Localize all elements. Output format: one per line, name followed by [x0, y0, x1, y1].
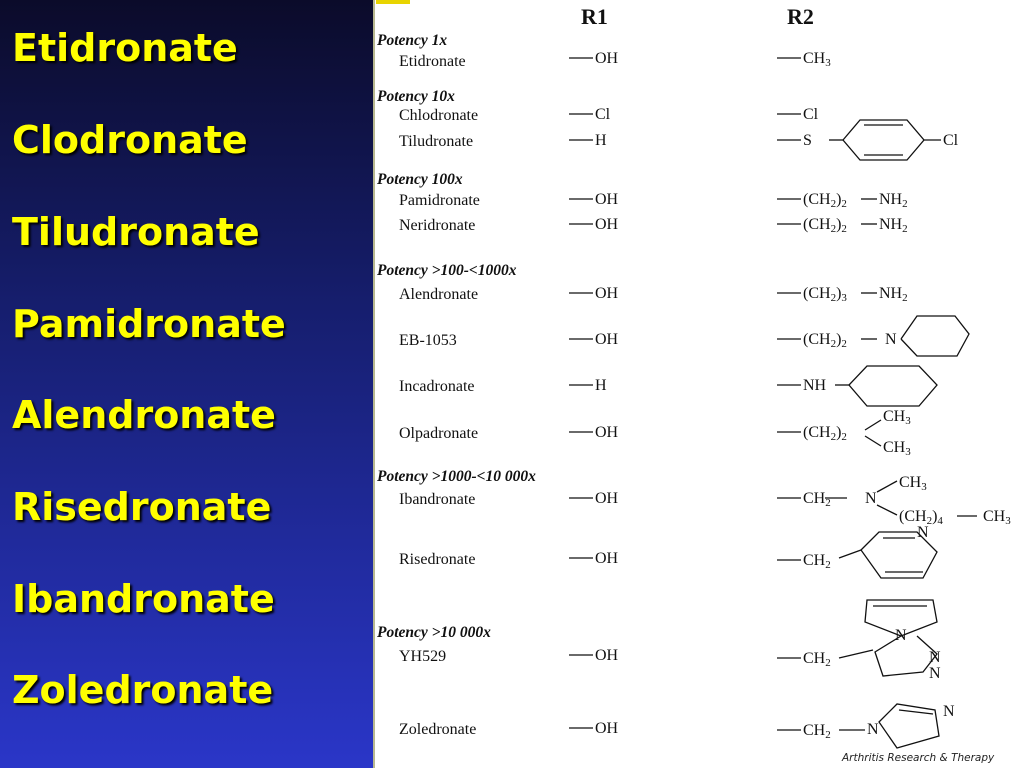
incadronate-ring — [835, 366, 937, 406]
r1-group: H — [595, 132, 607, 149]
header-r1: R1 — [581, 4, 608, 29]
subscript: 2 — [902, 292, 908, 304]
zoledronate-imidazole-ring — [839, 704, 939, 748]
r1-group: OH — [595, 50, 619, 67]
subscript: 2 — [825, 729, 831, 741]
compound-name: Incadronate — [399, 378, 475, 395]
r2-group-olpadronate-ch3-bottom: $CH_3$ — [883, 439, 911, 458]
subscript: 2 — [841, 338, 847, 350]
subscript: 2 — [902, 198, 908, 210]
r1-group: OH — [595, 647, 619, 664]
potency-label: Potency 100x — [377, 171, 463, 188]
olpadronate-branch — [865, 420, 881, 446]
compound-name: Tiludronate — [399, 133, 474, 150]
r2-group-olpadronate: $(CH_2)_2$ — [803, 424, 847, 443]
r2-group-yh529-n3: N — [929, 665, 941, 682]
subscript: 2 — [926, 515, 933, 527]
r2-group-alendronate: $(CH_2)_3$ — [803, 285, 847, 304]
r2-group-ibandronate-chain: $(CH_2)_4$ — [899, 508, 943, 527]
subscript: 3 — [921, 481, 927, 493]
r1-group: H — [595, 377, 607, 394]
r2-group-eb1053-n: N — [885, 331, 897, 348]
r1-bonds — [569, 58, 593, 728]
potency-label: Potency >10 000x — [377, 624, 491, 641]
r2-group-incadronate: NH — [803, 377, 827, 394]
subscript: 4 — [937, 515, 943, 527]
drug-label-etidronate: Etidronate — [12, 26, 238, 70]
r2-group-ibandronate-ch3: $CH_3$ — [899, 474, 927, 493]
subscript: 3 — [905, 446, 911, 458]
subscript: 2 — [830, 292, 837, 304]
compound-name: Zoledronate — [399, 721, 477, 738]
r2-group-risedronate-n: N — [917, 524, 929, 541]
r2-group-yh529-n1: N — [895, 627, 907, 644]
r2-group-alendronate-amine: $NH_2$ — [879, 285, 908, 304]
compound-name: Etidronate — [399, 53, 466, 70]
r2-group-zoledronate-n1: N — [867, 721, 879, 738]
subscript: 2 — [825, 559, 831, 571]
subscript: 2 — [830, 223, 837, 235]
subscript: 3 — [841, 292, 847, 304]
drug-label-alendronate: Alendronate — [12, 393, 276, 437]
r2-bonds — [777, 58, 801, 730]
subscript: 2 — [841, 223, 847, 235]
subscript: 2 — [830, 338, 837, 350]
r1-group: OH — [595, 550, 619, 567]
subscript: 2 — [830, 198, 837, 210]
r2-group-risedronate: $CH_2$ — [803, 552, 831, 571]
r2-group-olpadronate-ch3-top: $CH_3$ — [883, 408, 911, 427]
potency-label: Potency 1x — [377, 32, 448, 49]
drug-label-clodronate: Clodronate — [12, 118, 248, 162]
r2-group-ibandronate-ch3-end: $CH_3$ — [983, 508, 1011, 527]
r2-group-etidronate: $CH_3$ — [803, 50, 831, 69]
r1-group: OH — [595, 285, 619, 302]
r2-group-neridronate: $(CH_2)_2$ — [803, 216, 847, 235]
potency-label: Potency >1000-<10 000x — [377, 468, 536, 485]
subscript: 2 — [841, 431, 847, 443]
r2-group-yh529-n2: N — [929, 649, 941, 666]
subscript: 2 — [825, 657, 831, 669]
r1-group: OH — [595, 720, 619, 737]
compound-name: Chlodronate — [399, 107, 479, 124]
compound-name: Neridronate — [399, 217, 476, 234]
r2-group-tiludronate-s: S — [803, 132, 812, 149]
r2-group-neridronate-amine: $NH_2$ — [879, 216, 908, 235]
subscript: 2 — [825, 497, 831, 509]
r2-group-pamidronate-amine: $NH_2$ — [879, 191, 908, 210]
tiludronate-phenyl-ring — [829, 120, 941, 160]
left-panel — [0, 0, 375, 768]
r1-group: OH — [595, 331, 619, 348]
r1-group: Cl — [595, 106, 611, 123]
subscript: 2 — [830, 431, 837, 443]
compound-name: Risedronate — [399, 551, 476, 568]
r2-group-pamidronate: $(CH_2)_2$ — [803, 191, 847, 210]
subscript: 3 — [1005, 515, 1011, 527]
eb1053-ring — [901, 316, 969, 356]
subscript: 3 — [825, 57, 831, 69]
drug-label-zoledronate: Zoledronate — [12, 668, 274, 712]
r2-group-clodronate: Cl — [803, 106, 819, 123]
r2-group-tiludronate-cl: Cl — [943, 132, 959, 149]
subscript: 3 — [905, 415, 911, 427]
potency-label: Potency >100-<1000x — [377, 262, 517, 279]
r2-group-ibandronate-n: N — [865, 490, 877, 507]
subscript: 2 — [902, 223, 908, 235]
header-r2: R2 — [787, 4, 814, 29]
compound-name: Olpadronate — [399, 425, 479, 442]
r1-group: OH — [595, 216, 619, 233]
r2-group-yh529: $CH_2$ — [803, 650, 831, 669]
subscript: 2 — [841, 198, 847, 210]
yh529-ring — [839, 600, 937, 676]
compound-name: EB-1053 — [399, 332, 457, 349]
drug-label-tiludronate: Tiludronate — [12, 210, 260, 254]
r2-group-zoledronate-n2: N — [943, 703, 955, 720]
drug-label-risedronate: Risedronate — [12, 485, 272, 529]
r2-group-ibandronate: $CH_2$ — [803, 490, 831, 509]
r1-group: OH — [595, 490, 619, 507]
r2-group-eb1053: $(CH_2)_2$ — [803, 331, 847, 350]
r1-group: OH — [595, 424, 619, 441]
compound-name: Alendronate — [399, 286, 479, 303]
r1-group: OH — [595, 191, 619, 208]
structure-table — [377, 0, 1024, 768]
drug-label-pamidronate: Pamidronate — [12, 302, 286, 346]
compound-name: YH529 — [399, 648, 447, 665]
compound-name: Ibandronate — [399, 491, 476, 508]
potency-label: Potency 10x — [377, 88, 455, 105]
drug-label-ibandronate: Ibandronate — [12, 577, 275, 621]
compound-name: Pamidronate — [399, 192, 480, 209]
r2-group-zoledronate: $CH_2$ — [803, 722, 831, 741]
amine-chain-bonds — [861, 199, 877, 339]
source-credit: Arthritis Research & Therapy — [842, 752, 995, 764]
